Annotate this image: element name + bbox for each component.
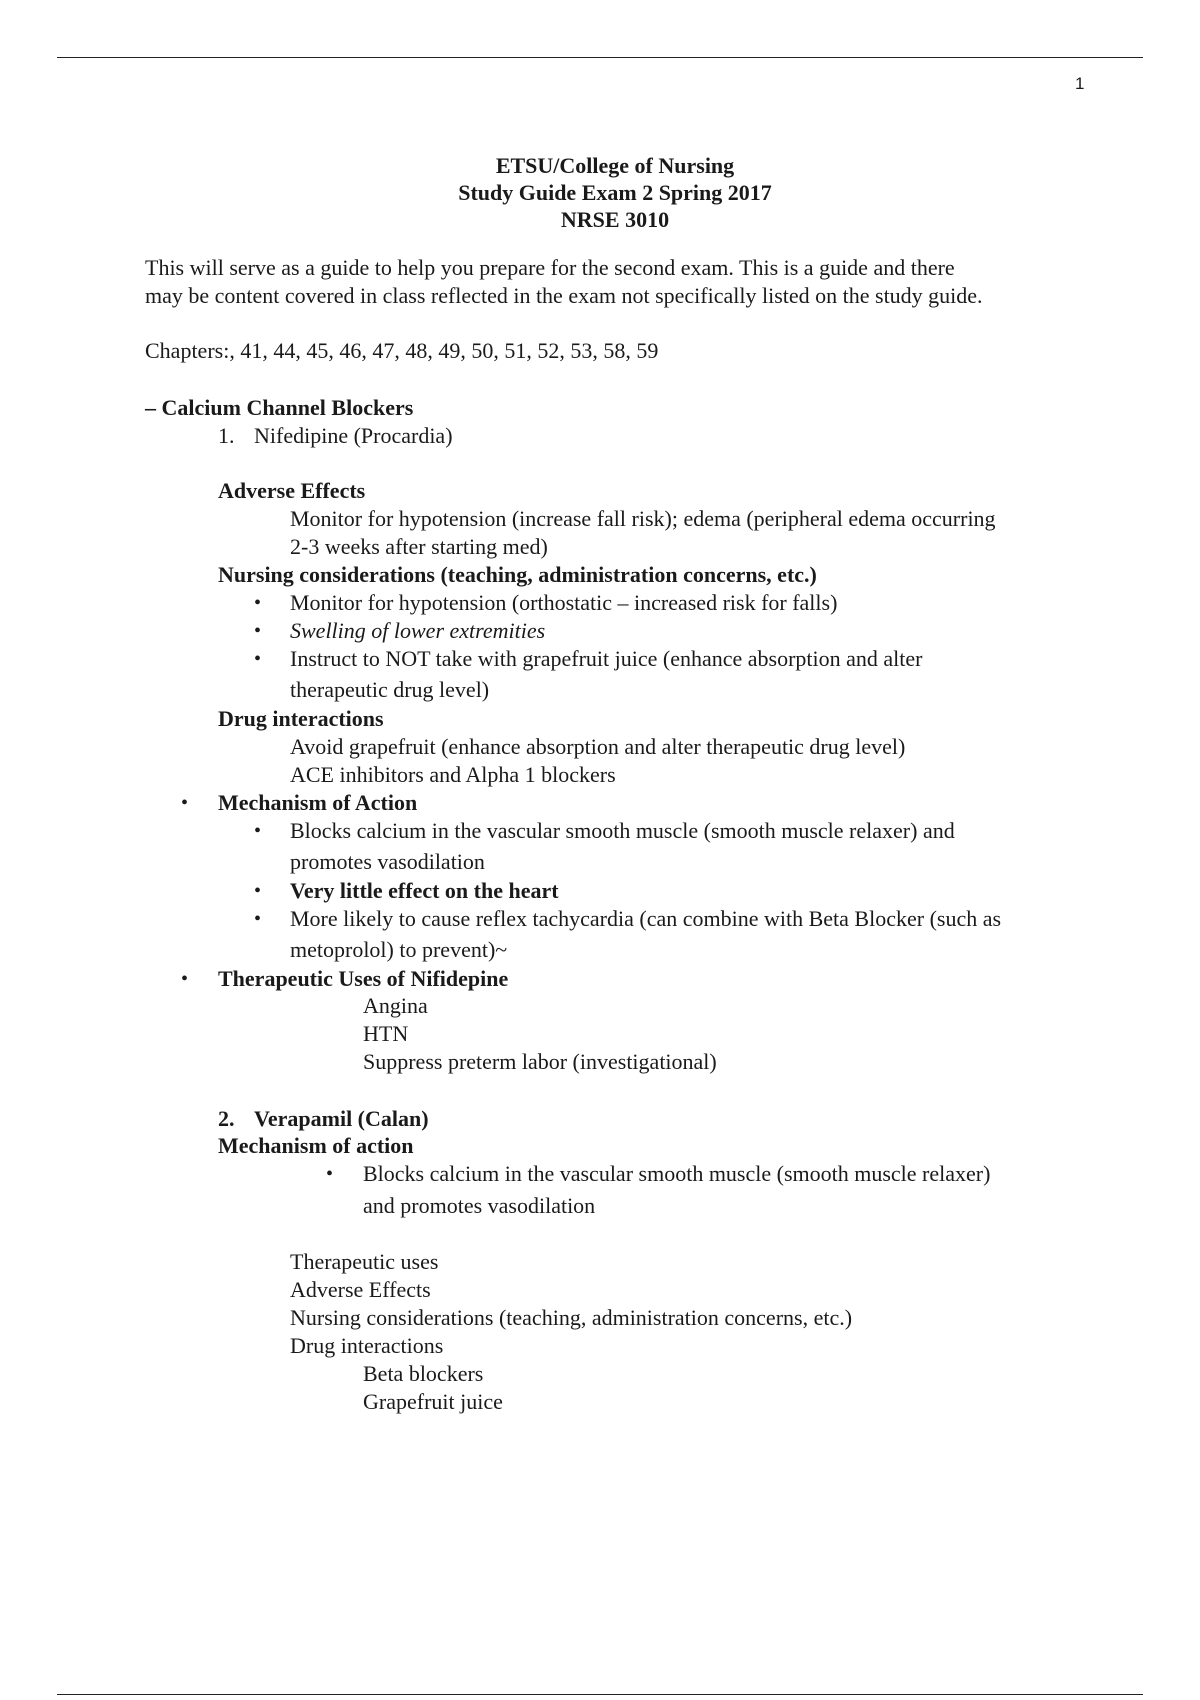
chapters-list: Chapters:, 41, 44, 45, 46, 47, 48, 49, 50, 51, 52, 53, 58, 59 — [145, 338, 659, 363]
drug2-moa-1b: and promotes vasodilation — [363, 1193, 596, 1218]
drug2-moa-heading: Mechanism of action — [218, 1133, 414, 1158]
drug1-use-1: Angina — [363, 993, 428, 1018]
bullet-icon: • — [181, 968, 189, 990]
drug1-nursing-heading: Nursing considerations (teaching, administration concerns, etc.) — [218, 562, 817, 587]
title-line-course: NRSE 3010 — [560, 207, 670, 232]
drug1-number: 1. — [218, 423, 235, 448]
drug2-interaction-1: Beta blockers — [363, 1361, 484, 1386]
drug1-nursing-3a: Instruct to NOT take with grapefruit juice (enhance absorption and alter — [290, 646, 923, 671]
bullet-icon: • — [254, 648, 262, 670]
drug1-use-2: HTN — [363, 1021, 409, 1046]
drug2-interactions: Drug interactions — [290, 1333, 444, 1358]
drug1-adverse-line-1: Monitor for hypotension (increase fall risk); edema (peripheral edema occurring — [290, 506, 996, 531]
drug1-moa-heading: Mechanism of Action — [218, 790, 418, 815]
drug1-uses-heading: Therapeutic Uses of Nifidepine — [218, 966, 509, 991]
footer-rule — [57, 1694, 1143, 1695]
document-title — [0, 152, 1200, 233]
page-number: 1 — [1075, 74, 1085, 93]
drug1-nursing-1: Monitor for hypotension (orthostatic – increased risk for falls) — [290, 590, 838, 615]
drug1-moa-3b: metoprolol) to prevent)~ — [290, 937, 508, 962]
bullet-icon: • — [326, 1163, 334, 1185]
bullet-icon: • — [254, 908, 262, 930]
intro-line-1: This will serve as a guide to help you prepare for the second exam. This is a guide and there — [145, 255, 955, 280]
drug1-adverse-line-2: 2-3 weeks after starting med) — [290, 534, 548, 559]
drug2-nursing: Nursing considerations (teaching, administration concerns, etc.) — [290, 1305, 853, 1330]
title-line-institution: ETSU/College of Nursing — [495, 153, 735, 178]
drug1-moa-1b: promotes vasodilation — [290, 849, 485, 874]
drug1-interactions-heading: Drug interactions — [218, 706, 384, 731]
drug2-name: Verapamil (Calan) — [254, 1106, 429, 1131]
drug2-adverse: Adverse Effects — [290, 1277, 431, 1302]
drug2-interaction-2: Grapefruit juice — [363, 1389, 503, 1414]
drug1-moa-3a: More likely to cause reflex tachycardia (can combine with Beta Blocker (such as — [290, 906, 1002, 931]
bullet-icon: • — [254, 620, 262, 642]
drug2-moa-1a: Blocks calcium in the vascular smooth muscle (smooth muscle relaxer) — [363, 1161, 991, 1186]
intro-line-2: may be content covered in class reflected in the exam not specifically listed on the study guide. — [145, 283, 983, 308]
drug1-interaction-2: ACE inhibitors and Alpha 1 blockers — [290, 762, 616, 787]
header-rule — [57, 57, 1143, 58]
drug1-use-3: Suppress preterm labor (investigational) — [363, 1049, 717, 1074]
bullet-icon: • — [254, 820, 262, 842]
drug2-number: 2. — [218, 1106, 235, 1131]
drug1-interaction-1: Avoid grapefruit (enhance absorption and alter therapeutic drug level) — [290, 734, 906, 759]
drug1-adverse-heading: Adverse Effects — [218, 478, 366, 503]
bullet-icon: • — [254, 880, 262, 902]
bullet-icon: • — [181, 792, 189, 814]
section-title: – Calcium Channel Blockers — [145, 395, 414, 420]
drug2-uses: Therapeutic uses — [290, 1249, 439, 1274]
drug1-moa-2: Very little effect on the heart — [290, 878, 559, 903]
title-line-guide: Study Guide Exam 2 Spring 2017 — [458, 180, 772, 205]
drug1-nursing-3b: therapeutic drug level) — [290, 677, 490, 702]
drug1-nursing-2: Swelling of lower extremities — [290, 618, 546, 643]
drug1-name: Nifedipine (Procardia) — [254, 423, 453, 448]
bullet-icon: • — [254, 592, 262, 614]
drug1-moa-1a: Blocks calcium in the vascular smooth muscle (smooth muscle relaxer) and — [290, 818, 955, 843]
